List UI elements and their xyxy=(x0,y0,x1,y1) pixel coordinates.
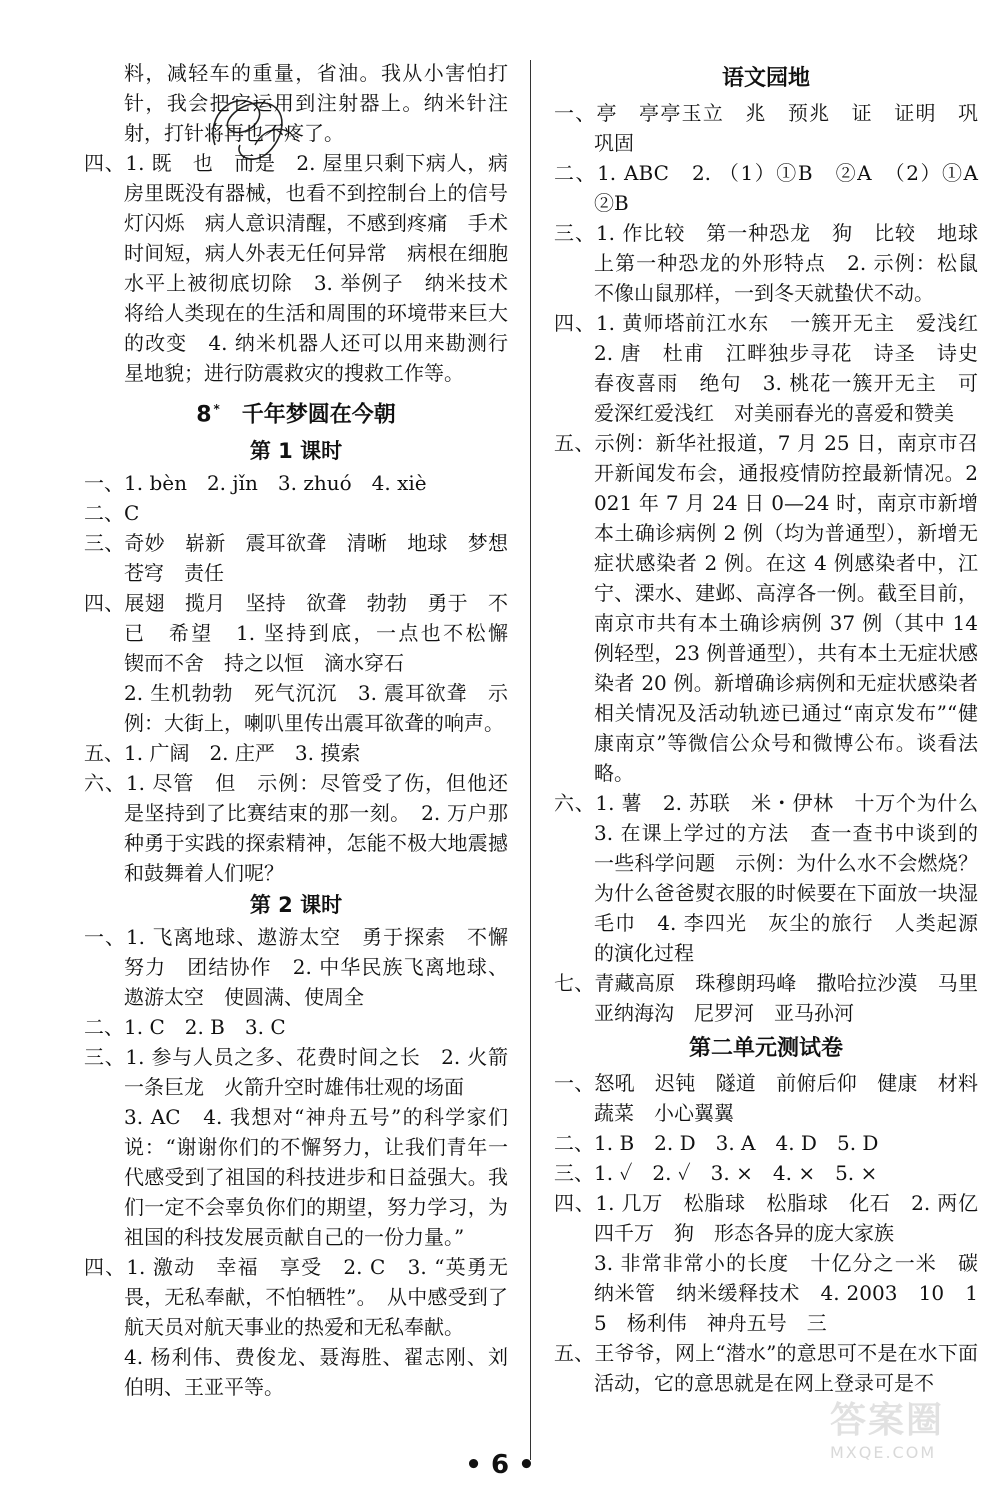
answer-item: 一、亭 亭亭玉立 兆 预兆 证 证明 巩 巩固 xyxy=(554,101,998,155)
answer-item: 三、1. 作比较 第一种恐龙 狗 比较 地球上第一种恐龙的外形特点 2. 示例：松鼠不像山鼠那样，一到冬天就蛰伏不动。 xyxy=(554,221,978,305)
period-heading: 第 1 课时 xyxy=(249,439,343,464)
watermark-url: MXQE.COM xyxy=(830,1443,937,1462)
watermark xyxy=(830,1392,944,1462)
period-heading: 第 2 课时 xyxy=(249,893,343,918)
answer-item: 四、1. 黄师塔前江水东 一簇开无主 爱浅红 2. 唐 杜甫 江畔独步寻花 诗圣 诗史 春夜喜雨 绝句 3. 桃花一簇开无主 可爱深红爱浅红 对美丽春光的喜爱和赞美 xyxy=(554,311,998,425)
answer-item: 一、怒吼 迟钝 隧道 前俯后仰 健康 材料 蔬菜 小心翼翼 xyxy=(554,1071,998,1125)
answer-item: 六、1. 薯 2. 苏联 米・伊林 十万个为什么 3. 在课上学过的方法 查一查书中谈到的一些科学问题 示例：为什么水不会燃烧？为什么爸爸熨衣服的时候要在下面放一块湿毛巾 4. 李四光 灰尘的旅行 人类起源的演化过程 xyxy=(554,791,998,965)
answer-continued: 料，减轻车的重量，省油。我从小害怕打针，我会把它运用到注射器上。纳米针注射，打针将再也不疼了。 xyxy=(124,61,508,145)
answer-item: 四、1. 既 也 而是 2. 屋里只剩下病人，病房里既没有器械，也看不到控制台上的信号灯闪烁 病人意识清醒，不感到疼痛 手术时间短，病人外表无任何异常 病根在细胞水平上被彻底切除 3. 举例子 纳米技术将给人类现在的生活和周围的环境带来巨大的改变 4. 纳米机器人还可以用来勘测行星地貌；进行防震救灾的搜救工作等。 xyxy=(84,151,508,385)
answer-item: 一、1. bèn 2. jǐn 3. zhuó 4. xiè xyxy=(84,471,427,496)
answer-item: 二、C xyxy=(84,501,140,526)
answer-item: 五、示例：新华社报道，7 月 25 日，南京市召开新闻发布会，通报疫情防控最新情况。2021 年 7 月 24 日 0—24 时，南京市新增本土确诊病例 2 例（均为普通型），新增无症状感染者 2 例。在这 4 例感染者中，江宁、溧水、建邺、高淳各一例。截至目前，南京市共有本土确诊病例 37 例（其中 14 例轻型，23 例普通型），共有本土无症状感染者 20 例。新增确诊病例和无症状感染者相关情况及活动轨迹已通过“南京发布”“健康南京”等微信公众号和微博公布。谈看法略。 xyxy=(554,431,978,785)
answer-item: 一、1. 飞离地球、遨游太空 勇于探索 不懈努力 团结协作 2. 中华民族飞离地球、遨游太空 使圆满、使周全 xyxy=(84,925,508,1010)
page-number: • 6 • xyxy=(465,1450,535,1480)
right-column xyxy=(554,58,998,1398)
answer-item: 二、1. ABC 2. （1）①B ②A （2）①A ②B xyxy=(554,161,998,215)
answer-item: 二、1. B 2. D 3. A 4. D 5. D xyxy=(554,1131,879,1155)
answer-item: 三、1. 参与人员之多、花费时间之长 2. 火箭一条巨龙 火箭升空时雄伟壮观的场面 xyxy=(84,1045,508,1100)
lesson-mark: * xyxy=(213,402,220,416)
answer-item: 四、1. 激动 幸福 享受 2. C 3. “英勇无畏，无私奉献，不怕牺牲”。 从中感受到了航天员对航天事业的热爱和无私奉献。 xyxy=(84,1255,508,1340)
answer-item: 五、王爷爷，网上“潜水”的意思可不是在水下面活动，它的意思就是在网上登录可是不 xyxy=(554,1341,978,1395)
answer-continued: 4. 杨利伟、费俊龙、聂海胜、翟志刚、刘伯明、王亚平等。 xyxy=(124,1345,508,1400)
answer-item: 六、1. 尽管 但 示例：尽管受了伤，但他还是坚持到了比赛结束的那一刻。 2. 万户那种勇于实践的探索精神，怎能不极大地震撼和鼓舞着人们呢？ xyxy=(84,771,508,886)
lesson-title: 千年梦圆在今朝 xyxy=(241,402,396,428)
answer-continued: 2. 生机勃勃 死气沉沉 3. 震耳欲聋 示例：大街上，喇叭里传出震耳欲聋的响声。 xyxy=(124,681,508,736)
watermark-logo: 答案圈 xyxy=(830,1400,945,1441)
left-column xyxy=(84,58,528,1402)
lesson-number: 8 xyxy=(196,402,212,428)
section-heading: 第二单元测试卷 xyxy=(688,1036,843,1061)
answer-item: 三、1. ✓ 2. ✓ 3. × 4. × 5. × xyxy=(554,1161,878,1185)
section-heading: 语文园地 xyxy=(721,66,810,91)
answer-item: 四、1. 几万 松脂球 松脂球 化石 2. 两亿四千万 狗 形态各异的庞大家族 xyxy=(554,1191,978,1245)
answer-item: 三、奇妙 崭新 震耳欲聋 清晰 地球 梦想 苍穹 责任 xyxy=(84,531,528,586)
answer-item: 四、展翅 揽月 坚持 欲聋 勃勃 勇于 不已 希望 1. 坚持到底，一点也不松懈 锲而不舍 持之以恒 滴水穿石 xyxy=(84,591,528,676)
answer-continued: 3. 非常非常小的长度 十亿分之一米 碳纳米管 纳米缓释技术 4. 2003 10 15 杨利伟 神舟五号 三 xyxy=(594,1251,978,1335)
column-divider xyxy=(530,60,531,1460)
answer-item: 七、青藏高原 珠穆朗玛峰 撒哈拉沙漠 马里亚纳海沟 尼罗河 亚马孙河 xyxy=(554,971,978,1025)
answer-item: 五、1. 广阔 2. 庄严 3. 摸索 xyxy=(84,741,361,766)
lesson-heading xyxy=(84,390,508,434)
answer-item: 二、1. C 2. B 3. C xyxy=(84,1015,286,1040)
answer-continued: 3. AC 4. 我想对“神舟五号”的科学家们说：“谢谢你们的不懈努力，让我们青年一代感受到了祖国的科技进步和日益强大。我们一定不会辜负你们的期望，努力学习，为祖国的科技发展贡献自己的一份力量。” xyxy=(124,1105,508,1250)
